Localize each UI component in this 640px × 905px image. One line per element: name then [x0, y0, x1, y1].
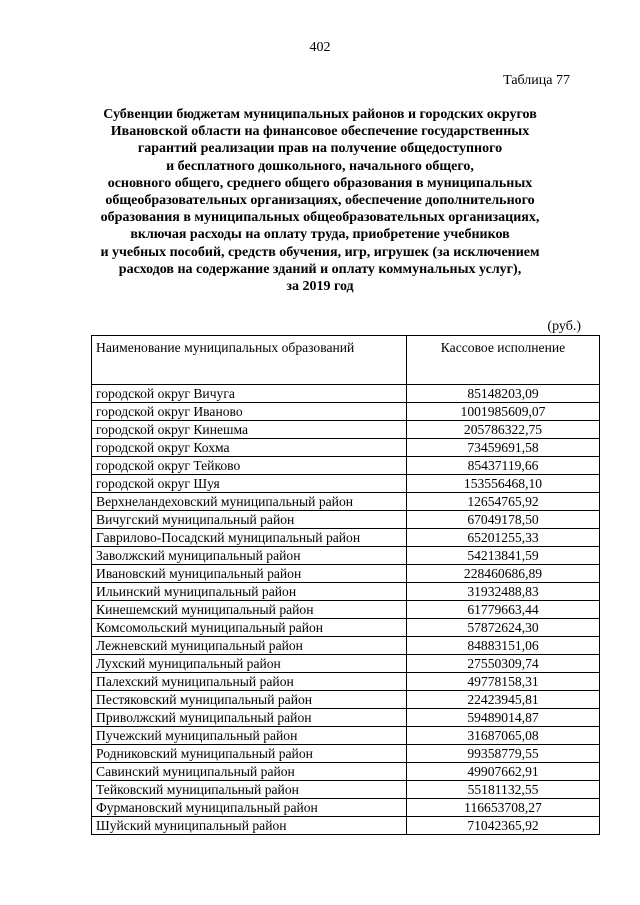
cash-execution-cell: 61779663,44 [407, 601, 600, 619]
cash-execution-cell: 228460686,89 [407, 565, 600, 583]
cash-execution-cell: 31932488,83 [407, 583, 600, 601]
municipality-name-cell: Лежневский муниципальный район [92, 637, 407, 655]
table-row [92, 817, 600, 835]
table-row [92, 799, 600, 817]
table-row [92, 619, 600, 637]
municipality-name-cell: Пестяковский муниципальный район [92, 691, 407, 709]
cash-execution-cell: 205786322,75 [407, 421, 600, 439]
table-row [92, 673, 600, 691]
table-row [92, 781, 600, 799]
title-line: и бесплатного дошкольного, начального общего, [166, 158, 474, 174]
column-header-cash-execution: Кассовое исполнение [407, 336, 600, 385]
table-row [92, 637, 600, 655]
table-row [92, 745, 600, 763]
cash-execution-cell: 71042365,92 [407, 817, 600, 835]
cash-execution-cell: 67049178,50 [407, 511, 600, 529]
table-row [92, 655, 600, 673]
cash-execution-cell: 22423945,81 [407, 691, 600, 709]
municipality-name-cell: Ивановский муниципальный район [92, 565, 407, 583]
cash-execution-cell: 59489014,87 [407, 709, 600, 727]
table-row [92, 727, 600, 745]
cash-execution-cell: 54213841,59 [407, 547, 600, 565]
municipality-name-cell: городской округ Вичуга [92, 385, 407, 403]
municipality-name-cell: Заволжский муниципальный район [92, 547, 407, 565]
cash-execution-cell: 49778158,31 [407, 673, 600, 691]
table-row [92, 601, 600, 619]
table-row [92, 421, 600, 439]
cash-execution-cell: 85437119,66 [407, 457, 600, 475]
table-body [92, 385, 600, 835]
cash-execution-cell: 57872624,30 [407, 619, 600, 637]
cash-execution-cell: 65201255,33 [407, 529, 600, 547]
table-row [92, 529, 600, 547]
title-line: Ивановской области на финансовое обеспечение государственных [110, 124, 530, 140]
title-line: образования в муниципальных общеобразовательных организациях, [100, 210, 540, 226]
municipality-name-cell: городской округ Кохма [92, 439, 407, 457]
cash-execution-cell: 49907662,91 [407, 763, 600, 781]
title-line: расходов на содержание зданий и оплату коммунальных услуг), [118, 261, 522, 277]
cash-execution-cell: 85148203,09 [407, 385, 600, 403]
table-row [92, 457, 600, 475]
subventions-table [91, 335, 600, 835]
table-row [92, 709, 600, 727]
title-line: и учебных пособий, средств обучения, игр, игрушек (за исключением [100, 244, 540, 260]
table-row [92, 385, 600, 403]
municipality-name-cell: Приволжский муниципальный район [92, 709, 407, 727]
table-row [92, 547, 600, 565]
municipality-name-cell: Ильинский муниципальный район [92, 583, 407, 601]
table-row [92, 403, 600, 421]
table-row [92, 583, 600, 601]
table-row [92, 493, 600, 511]
table-row [92, 691, 600, 709]
table-row [92, 565, 600, 583]
cash-execution-cell: 73459691,58 [407, 439, 600, 457]
municipality-name-cell: городской округ Иваново [92, 403, 407, 421]
title-line: гарантий реализации прав на получение общедоступного [137, 141, 503, 157]
municipality-name-cell: Тейковский муниципальный район [92, 781, 407, 799]
municipality-name-cell: Родниковский муниципальный район [92, 745, 407, 763]
cash-execution-cell: 31687065,08 [407, 727, 600, 745]
municipality-name-cell: Фурмановский муниципальный район [92, 799, 407, 817]
table-header-row [92, 336, 600, 385]
title-line: за 2019 год [286, 279, 354, 295]
municipality-name-cell: Верхнеландеховский муниципальный район [92, 493, 407, 511]
cash-execution-cell: 55181132,55 [407, 781, 600, 799]
cash-execution-cell: 12654765,92 [407, 493, 600, 511]
municipality-name-cell: городской округ Кинешма [92, 421, 407, 439]
municipality-name-cell: Савинский муниципальный район [92, 763, 407, 781]
cash-execution-cell: 1001985609,07 [407, 403, 600, 421]
title-line: общеобразовательных организациях, обеспечение дополнительного [105, 193, 535, 209]
municipality-name-cell: Вичугский муниципальный район [92, 511, 407, 529]
title-line: Субвенции бюджетам муниципальных районов и городских округов [103, 107, 537, 122]
table-row [92, 763, 600, 781]
table-label: Таблица 77 [503, 73, 570, 88]
cash-execution-cell: 116653708,27 [407, 799, 600, 817]
municipality-name-cell: городской округ Тейково [92, 457, 407, 475]
municipality-name-cell: Лухский муниципальный район [92, 655, 407, 673]
cash-execution-cell: 153556468,10 [407, 475, 600, 493]
title-line: основного общего, среднего общего образования в муниципальных [107, 175, 533, 191]
page-number: 402 [309, 40, 331, 55]
cash-execution-cell: 99358779,55 [407, 745, 600, 763]
title-line: включая расходы на оплату труда, приобретение учебников [130, 227, 510, 243]
municipality-name-cell: Кинешемский муниципальный район [92, 601, 407, 619]
table-row [92, 475, 600, 493]
municipality-name-cell: Шуйский муниципальный район [92, 817, 407, 835]
municipality-name-cell: Комсомольский муниципальный район [92, 619, 407, 637]
document-title [60, 106, 580, 295]
cash-execution-cell: 84883151,06 [407, 637, 600, 655]
municipality-name-cell: Гаврилово-Посадский муниципальный район [92, 529, 407, 547]
municipality-name-cell: Палехский муниципальный район [92, 673, 407, 691]
municipality-name-cell: Пучежский муниципальный район [92, 727, 407, 745]
table-row [92, 511, 600, 529]
table-row [92, 439, 600, 457]
column-header-municipality: Наименование муниципальных образований [92, 336, 407, 385]
currency-unit: (руб.) [547, 319, 581, 334]
cash-execution-cell: 27550309,74 [407, 655, 600, 673]
municipality-name-cell: городской округ Шуя [92, 475, 407, 493]
